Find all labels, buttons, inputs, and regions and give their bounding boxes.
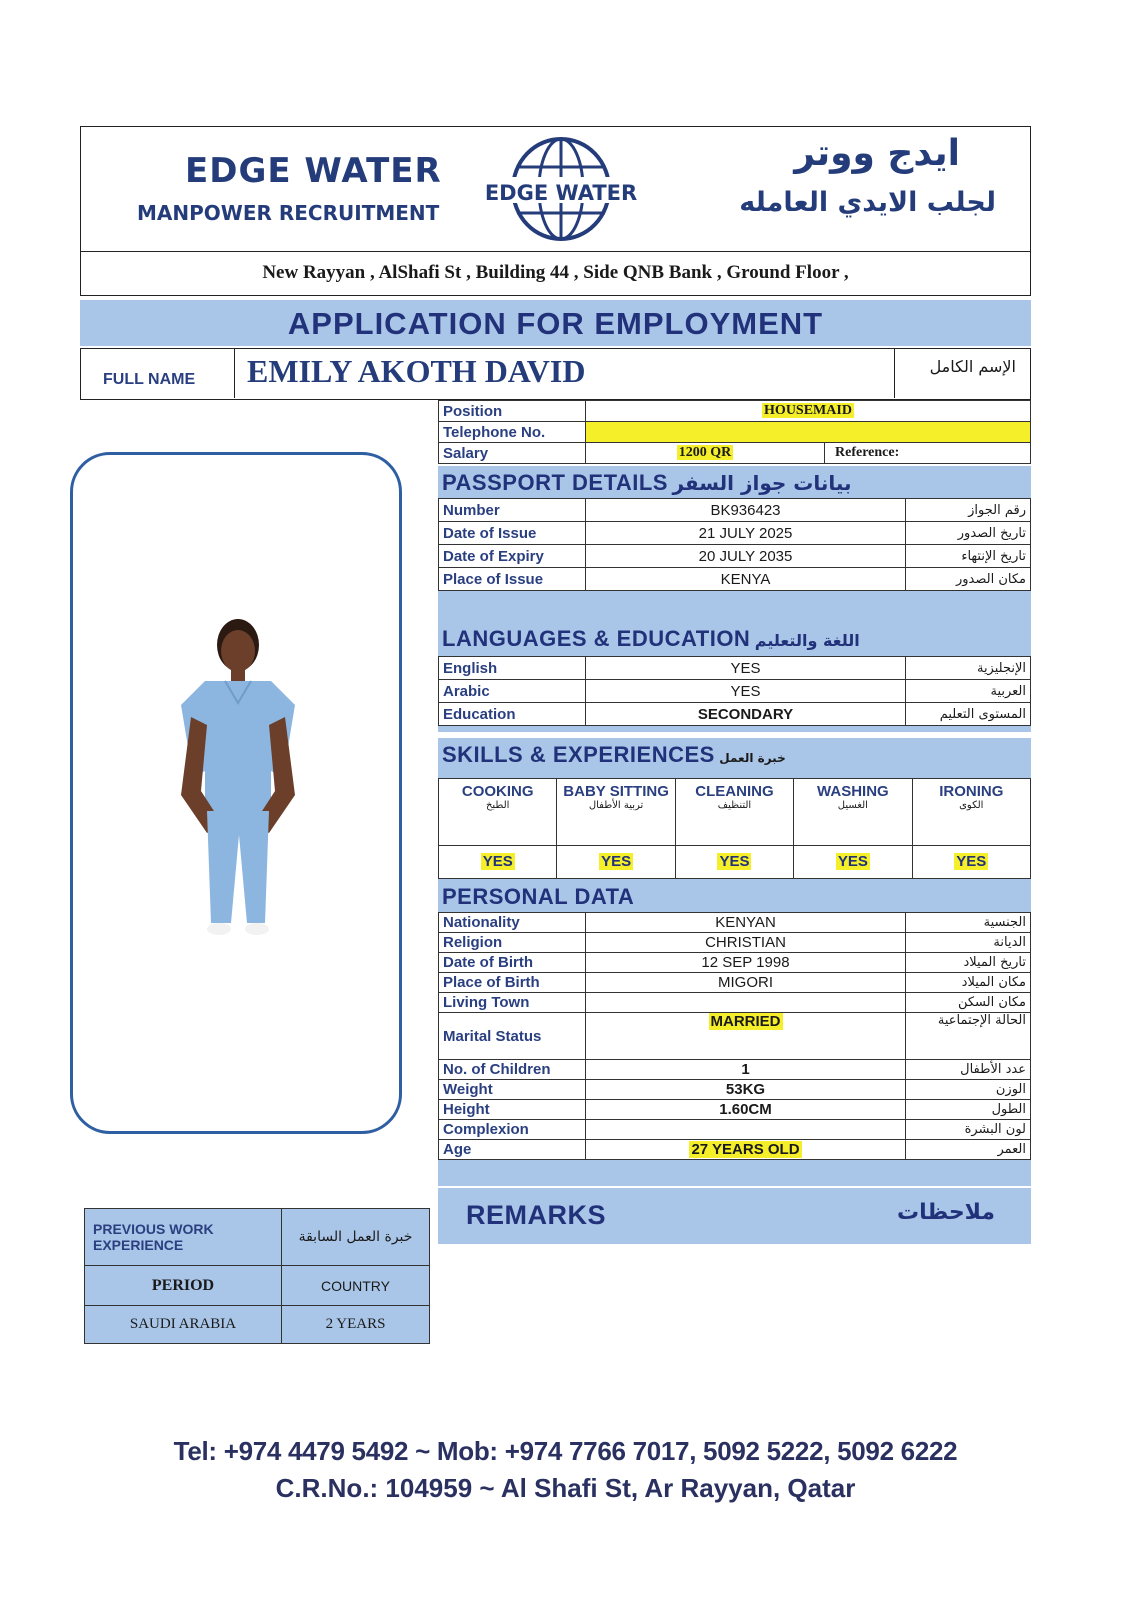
row-value: SECONDARY (697, 705, 794, 723)
skill-name: CLEANING (695, 783, 774, 800)
table-row (439, 1140, 1031, 1160)
skills-title-row (442, 742, 786, 768)
row-value-cell (586, 1120, 906, 1140)
row-label: English (439, 657, 586, 680)
skill-value-cell (439, 846, 557, 879)
address-text: New Rayyan , AlShafi St , Building 44 , Side QNB Bank , Ground Floor , (262, 262, 849, 283)
row-value: CHRISTIAN (705, 934, 786, 951)
skill-name-ar: الطبخ (485, 800, 510, 811)
skill-value: YES (719, 853, 750, 870)
row-label-ar: العربية (906, 680, 1031, 703)
row-value: KENYA (720, 570, 771, 588)
full-name-label-cell (81, 349, 235, 398)
salary-label: Salary (439, 443, 586, 464)
skill-header (794, 779, 912, 846)
skill-name-ar: تربية الأطفال (588, 800, 644, 811)
skill-name-ar: التنظيف (717, 800, 752, 811)
row-value-cell (586, 1100, 906, 1120)
row-value: 20 JULY 2035 (698, 547, 793, 565)
table-row (439, 973, 1031, 993)
row-label-ar: عدد الأطفال (906, 1060, 1031, 1080)
row-label-ar: رقم الجواز (906, 499, 1031, 522)
photo-frame (70, 452, 402, 1134)
skills-title: SKILLS & EXPERIENCES (442, 742, 715, 767)
row-value: 12 SEP 1998 (701, 954, 790, 971)
skill-value: YES (837, 853, 868, 870)
row-label: Education (439, 703, 586, 726)
passport-title-row (442, 470, 852, 496)
languages-title-ar: اللغة والتعليم (754, 631, 860, 650)
remarks-title: REMARKS (466, 1200, 607, 1230)
skill-value-cell (557, 846, 675, 879)
table-row (439, 846, 1031, 879)
row-value: BK936423 (710, 501, 781, 519)
experience-country: 2 YEARS (282, 1306, 430, 1344)
form-title-band (80, 300, 1031, 346)
row-value-cell (586, 1013, 906, 1060)
table-row (85, 1306, 430, 1344)
skill-name: COOKING (461, 783, 534, 800)
position-label: Position (439, 401, 586, 422)
skill-value-cell (912, 846, 1030, 879)
row-label-ar: الإنجليزية (906, 657, 1031, 680)
job-info-table (438, 400, 1031, 464)
personal-section (438, 880, 1031, 1186)
table-row (439, 913, 1031, 933)
skill-name-ar: الكوى (959, 800, 984, 811)
form-title: APPLICATION FOR EMPLOYMENT (287, 306, 824, 341)
row-value: KENYAN (715, 914, 776, 931)
position-value-cell (586, 401, 1031, 422)
row-value: 1.60CM (719, 1101, 772, 1118)
row-label-ar: الطول (906, 1100, 1031, 1120)
full-name-ar: الإسم الكامل (929, 357, 1016, 376)
row-label-ar: لون البشرة (906, 1120, 1031, 1140)
header-box (80, 126, 1031, 252)
row-label: Date of Birth (439, 953, 586, 973)
row-value: 53KG (725, 1081, 766, 1098)
salary-value: 1200 QR (678, 445, 732, 460)
company-name-en: EDGE WATER (185, 151, 442, 191)
skill-header (912, 779, 1030, 846)
table-row (439, 1013, 1031, 1060)
footer (0, 1436, 1131, 1504)
table-row (439, 1080, 1031, 1100)
reference-label: Reference: (825, 443, 1031, 464)
footer-address: C.R.No.: 104959 ~ Al Shafi St, Ar Rayyan, Qatar (275, 1473, 856, 1503)
position-value: HOUSEMAID (764, 403, 852, 418)
row-value: YES (730, 659, 761, 677)
telephone-label: Telephone No. (439, 422, 586, 443)
company-name-ar: ايدج ووتر (794, 133, 960, 174)
row-label-ar: تاريخ الميلاد (906, 953, 1031, 973)
row-label: Nationality (439, 913, 586, 933)
period-header: PERIOD (85, 1266, 282, 1306)
languages-table (438, 656, 1031, 726)
row-label-ar: الديانة (906, 933, 1031, 953)
full-name-label: FULL NAME (103, 371, 196, 388)
row-value-cell (586, 657, 906, 680)
row-value-cell (586, 499, 906, 522)
row-value-cell (586, 973, 906, 993)
table-row (85, 1266, 430, 1306)
skill-name-ar: الغسيل (837, 800, 868, 811)
row-label: No. of Children (439, 1060, 586, 1080)
personal-title: PERSONAL DATA (442, 884, 635, 909)
personal-title-row (442, 884, 634, 910)
row-value: 1 (741, 1061, 750, 1078)
row-value-cell (586, 933, 906, 953)
skills-table (438, 778, 1031, 879)
row-value-cell (586, 545, 906, 568)
logo-text: EDGE WATER (484, 181, 638, 205)
skill-header (439, 779, 557, 846)
row-value-cell (586, 993, 906, 1013)
salary-value-cell (586, 443, 825, 464)
skill-value: YES (482, 853, 513, 870)
row-label-ar: مكان السكن (906, 993, 1031, 1013)
row-label: Weight (439, 1080, 586, 1100)
telephone-value (586, 422, 1031, 443)
row-label: Arabic (439, 680, 586, 703)
table-row (439, 1120, 1031, 1140)
row-label-ar: الوزن (906, 1080, 1031, 1100)
row-label-ar: تاريخ الصدور (906, 522, 1031, 545)
row-label: Age (439, 1140, 586, 1160)
table-row (439, 522, 1031, 545)
skill-name: WASHING (817, 783, 889, 800)
address-bar (80, 252, 1031, 296)
table-row (439, 545, 1031, 568)
passport-title-ar: بيانات جواز السفر (672, 471, 852, 495)
remarks-title-ar: ملاحظات (897, 1200, 995, 1225)
row-label-ar: الجنسية (906, 913, 1031, 933)
table-row (439, 401, 1031, 422)
table-row (439, 657, 1031, 680)
row-label: Height (439, 1100, 586, 1120)
languages-title: LANGUAGES & EDUCATION (442, 626, 751, 651)
row-value: MARRIED (710, 1013, 781, 1030)
experience-period: SAUDI ARABIA (85, 1306, 282, 1344)
row-label: Living Town (439, 993, 586, 1013)
row-label-ar: تاريخ الإنتهاء (906, 545, 1031, 568)
row-value-cell (586, 953, 906, 973)
company-subtitle-ar: لجلب الايدي العامله (739, 187, 996, 218)
skills-title-ar: خبرة العمل (719, 751, 786, 765)
skill-value-cell (794, 846, 912, 879)
row-label: Number (439, 499, 586, 522)
skill-value: YES (956, 853, 987, 870)
skill-value: YES (601, 853, 632, 870)
row-label: Date of Issue (439, 522, 586, 545)
row-value-cell (586, 1140, 906, 1160)
table-row (439, 443, 1031, 464)
remarks-band (438, 1188, 1031, 1244)
row-label: Place of Birth (439, 973, 586, 993)
table-row (439, 703, 1031, 726)
table-row (85, 1209, 430, 1266)
row-label-ar: المستوى التعليم (906, 703, 1031, 726)
full-name-ar-cell (894, 349, 1030, 398)
skills-section (438, 738, 1031, 880)
personal-table (438, 912, 1031, 1160)
passport-title: PASSPORT DETAILS (442, 470, 668, 495)
footer-contact: Tel: +974 4479 5492 ~ Mob: +974 7766 7017, 5092 5222, 5092 6222 (173, 1436, 958, 1466)
skill-header (675, 779, 793, 846)
full-name-value: EMILY AKOTH DAVID (247, 353, 586, 389)
row-label-ar: العمر (906, 1140, 1031, 1160)
table-row (439, 933, 1031, 953)
table-row (439, 779, 1031, 846)
row-label-ar: مكان الميلاد (906, 973, 1031, 993)
row-value-cell (586, 1080, 906, 1100)
table-row (439, 993, 1031, 1013)
table-row (439, 1060, 1031, 1080)
company-logo (481, 133, 641, 245)
row-value-cell (586, 703, 906, 726)
skill-name: BABY SITTING (563, 783, 669, 800)
row-value: 21 JULY 2025 (698, 524, 793, 542)
company-subtitle-en: MANPOWER RECRUITMENT (137, 201, 440, 225)
experience-title-ar: خبرة العمل السابقة (282, 1209, 430, 1266)
table-row (439, 680, 1031, 703)
skill-name: IRONING (939, 783, 1004, 800)
row-label: Date of Expiry (439, 545, 586, 568)
table-row (439, 953, 1031, 973)
table-row (439, 499, 1031, 522)
passport-table (438, 498, 1031, 591)
table-row (439, 568, 1031, 591)
row-value-cell (586, 913, 906, 933)
row-value-cell (586, 680, 906, 703)
row-label: Marital Status (439, 1013, 586, 1060)
full-name-row (80, 348, 1031, 400)
row-value: 27 YEARS OLD (691, 1141, 800, 1158)
row-label: Complexion (439, 1120, 586, 1140)
passport-section (438, 466, 1031, 598)
skill-value-cell (675, 846, 793, 879)
languages-section (438, 598, 1031, 732)
languages-title-row (442, 626, 860, 652)
row-value-cell (586, 568, 906, 591)
applicant-photo (73, 455, 399, 1131)
table-row (439, 1100, 1031, 1120)
row-label: Religion (439, 933, 586, 953)
table-row (439, 422, 1031, 443)
experience-title: PREVIOUS WORK EXPERIENCE (85, 1209, 282, 1266)
row-label-ar: الحالة الإجتماعية (906, 1013, 1031, 1060)
row-value-cell (586, 1060, 906, 1080)
row-value: YES (730, 682, 761, 700)
skill-header (557, 779, 675, 846)
row-label: Place of Issue (439, 568, 586, 591)
experience-table (84, 1208, 430, 1344)
row-value-cell (586, 522, 906, 545)
country-header: COUNTRY (282, 1266, 430, 1306)
row-label-ar: مكان الصدور (906, 568, 1031, 591)
row-value: MIGORI (718, 974, 773, 991)
